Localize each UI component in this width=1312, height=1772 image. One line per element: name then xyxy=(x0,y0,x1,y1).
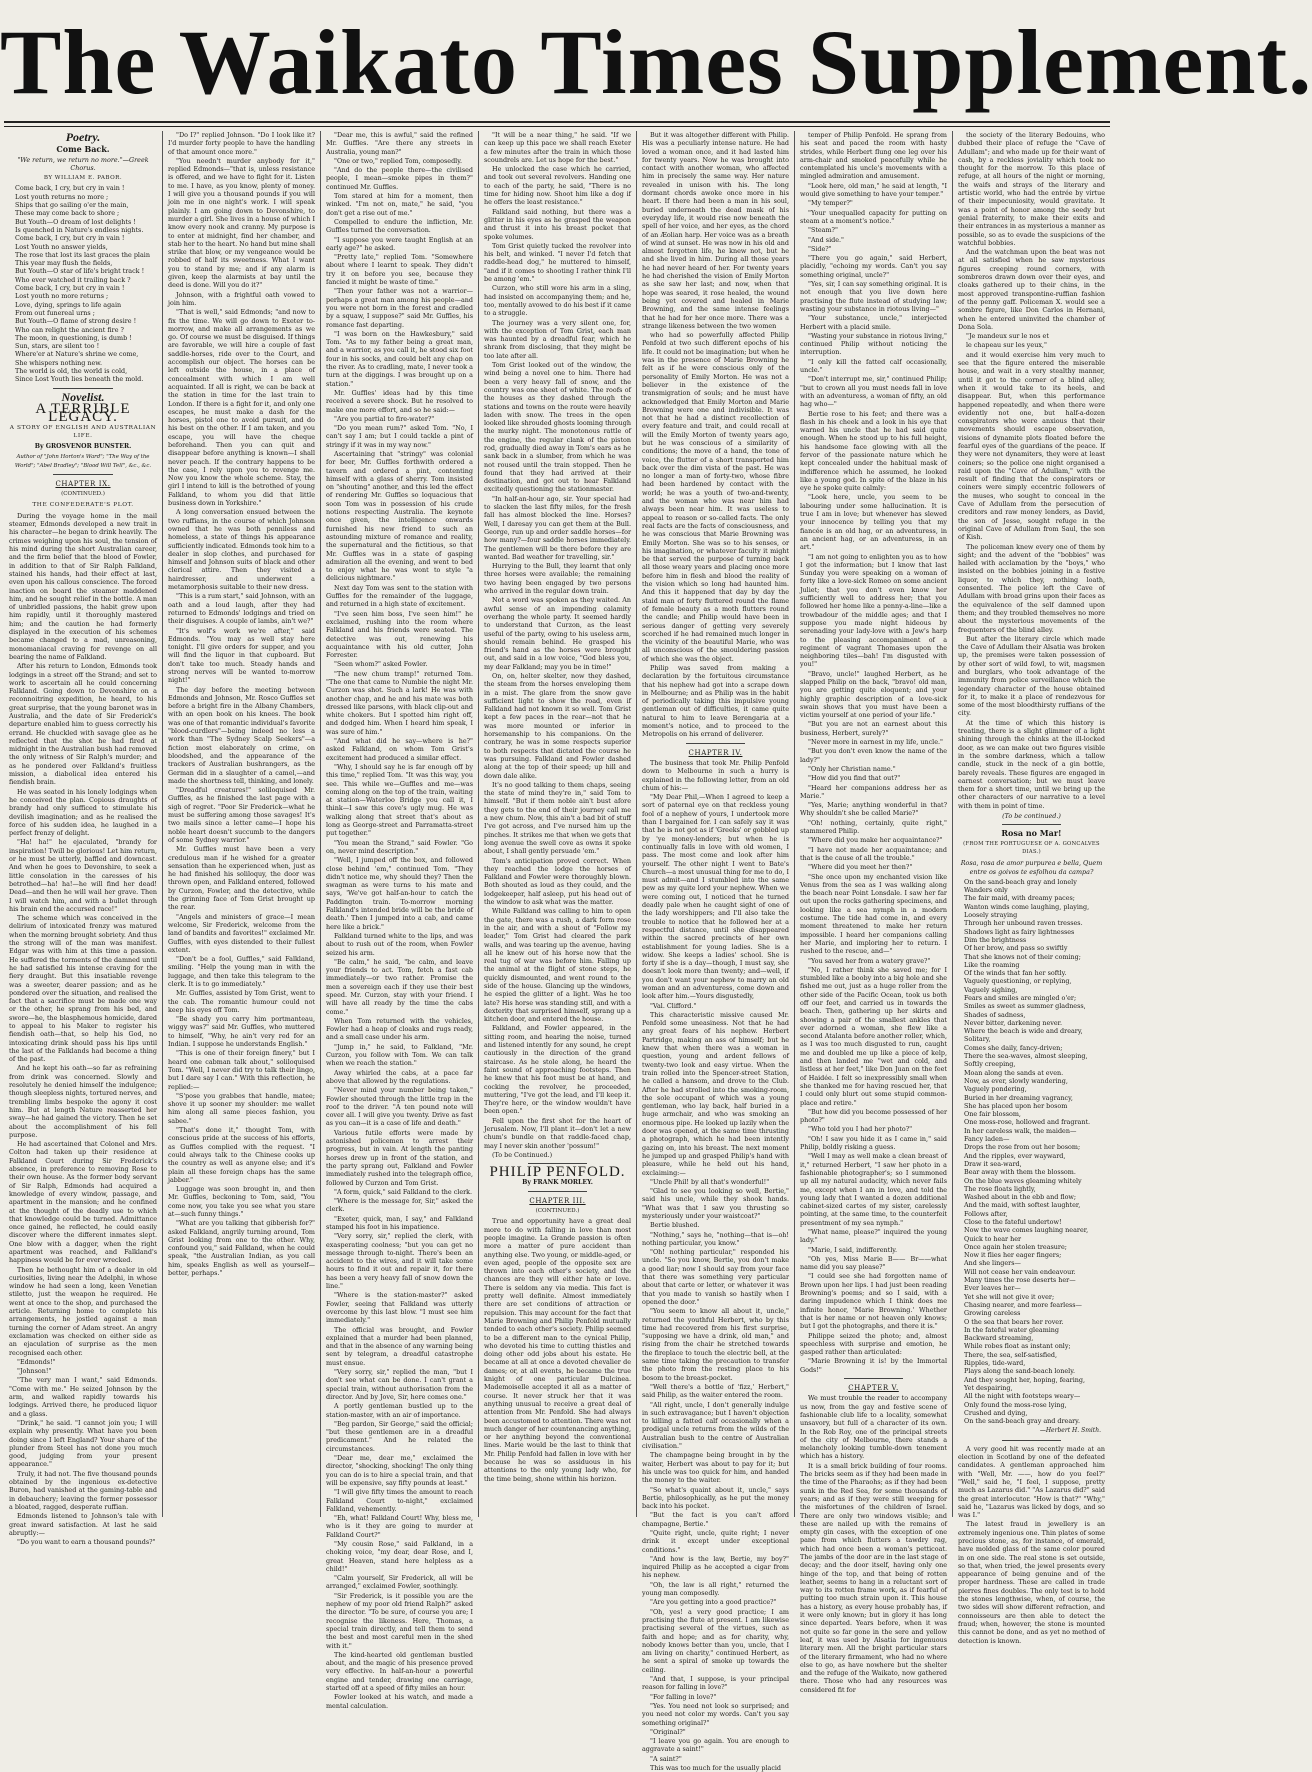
paragraph: "Be shady you carry him portmanteau, wiggy was?" said Mr. Guffles, who muttered to himself, "Why, he ain't very red for an Indian. I suppose he understands English." xyxy=(168,1015,315,1049)
chapter-heading: CHAPTER III. xyxy=(529,1196,586,1205)
paragraph: "So what's quaint about it, uncle," says Bertie, philosophically, as he put the money back into his pocket. xyxy=(642,1485,789,1511)
paragraph: "You mean the Strand," said Fowler. "Go on, never mind description." xyxy=(326,838,473,855)
paragraph: "You saved her from a watery grave?" xyxy=(808,956,931,965)
poem-title: Come Back. xyxy=(56,144,110,155)
column-text xyxy=(958,1445,1105,1645)
paragraph: This was too much for the usually placid xyxy=(650,1764,782,1772)
paragraph: Hurrying to the Bull, they learnt that only three horses were available; the remaining two having been engaged by two persons who arrived in the regular down train. xyxy=(484,562,631,596)
paragraph: "Where did you meet her then?" xyxy=(808,863,913,872)
paragraph: "Wasting your substance in riotous living," continued Philip without noticing the interruption. xyxy=(800,331,947,357)
paragraph: "Quite right, uncle, quite right; I never drink it except under exceptional conditions." xyxy=(642,1528,789,1554)
paragraph: "Only her Christian name." xyxy=(808,764,896,773)
paragraph: But after the literary circle which made the Cave of Adullam their Alsatia was broken up, the premises were taken possession of by other sort of wild fowl, to wit, magsmen and burglars, who took advantage of the immunity from police surveillance which the legendary character of the house obtained for it, to make it a place of rendezvous for some of the most bloodthirsty ruffians of the city. xyxy=(958,634,1105,718)
paragraph: The champagne being brought in by the waiter, Herbert was about to pay for it; but his uncle was too quick for him, and handed the money to the waiter. xyxy=(642,1451,789,1485)
paragraph: On, on, helter skelter, now they dashed, the steam from the horses enveloping them in a mist. The glare from the snow gave sufficient light to show the road, even if Falkland had not known it so well. Tom Grist kept a few paces in the rear—not that he was more mounted or inferior in horsemanship to his companions. On the contrary, he was in some respects superior to both respects that dictated the course he was pursuing. Falkland and Fowler dashed along at the top of their speed; up hill and down dale alike. xyxy=(484,672,631,780)
paragraph: Edmonds listened to Johnson's tale with great inward satisfaction. At last he said abruptly:— xyxy=(9,1512,157,1537)
paragraph: A portly gentleman bustled up to the station-master, with an air of importance. xyxy=(326,1402,473,1419)
paragraph: "Dreadful creatures!" soliloquised Mr. Guffles, as he finished the last page with a sigh of regret. "Poor Sir Frederick—what he must be suffering among those savages! It's two mails since a letter came—I hope his noble heart doesn't succumb to the dangers of some Sydney warrior." xyxy=(168,786,315,844)
paragraph: "Your substance, uncle," interjected Herbert with a placid smile. xyxy=(800,314,947,331)
paragraph: It is a small brick building of four rooms. The bricks seem as if they had been made in the time of the Pharaohs; as if they had been sunk in the Red Sea, for some thousands of years; and as if they were still weeping for the misfortunes of the children of Israel. There are only two windows visible; and these are nailed up with the remains of empty gin cases, with the exception of one pane from which flutters a tawdry rag, which had once been a woman's petticoat. The jambs of the door are in the last stage of decay; and the door itself, having only one hinge of the top, and that being of rotten leather, seems to hang in a reluctant sort of way to its rotten frame work, as if fearful of putting too much strain upon it. This house has a history, as every house probably has, if it were only known; but in glory it has long since departed. Years before, when it was not quite so far gone in the sere and yellow leaf, it was used by Alsatia for ingenuous literary men. All the bright particular stars of the literary firmament, who had no where else to go, as have nowhere but the shelter and the refuge of the Waikato, now gathered there. Those who had any resources was considered fit for xyxy=(800,1461,947,1694)
paragraph: "I leave you go again. You are enough to aggravate a saint!" xyxy=(642,1737,789,1754)
paragraph: "A form, quick," said Falkland to the clerk. xyxy=(334,1187,473,1196)
paragraph: Tom Grist looked out of the window, the wind being a novel one to him. There had been a very heavy fall of snow, and the country was one sheet of white. The roofs of the houses as they dashed through the stations and towns on the route were heavily laden with snow. The trees in the open looked like shrouded ghosts looming through the murky night. The monotonous rattle of the engine, the regular clank of the piston rod, gradually died away in Tom's ears as he sank back in a slumber, from which he was not roused until the train stopped. Then he found that they had arrived at their destination, and got out to hear Falkland excitedly questioning the stationmaster. xyxy=(484,361,631,494)
paragraph: "Oh! nothing, certainly, quite right," stammered Philip. xyxy=(800,818,947,836)
paragraph: After his return to London, Edmonds took lodgings in a street off the Strand; and set to work to ascertain all he could concerning Falkland. Going down to Devonshire on a reconnoitring expedition, he heard, to his great surprise, that the young baronet was in Australia, and the date of Sir Frederick's departure enabled him to guess correctly his errand. He chuckled with savage glee as he reflected that the shot he had fired at midnight in the Australian bush had removed the only witness of Sir Ralph's murder; and as he pondered over Falkland's fruitless mission, a diabolical idea entered his fiendish brain. xyxy=(9,662,157,787)
paragraph: Philippe seized the photo; and, almost speechless with surprise and emotion, he gasped rather than articulated: xyxy=(800,1331,947,1357)
paragraph: and it would exercise him very much to see that the figure entered the miserable house, and wait in a very stealthy manner, until it got to the corner of a blind alley, when it would take to its heels, and disappear. But, when this performance happened repeatedly, and when there were evidently not one, but half-a-dozen conspirators who were anxious that their movements should escape observation, visions of dynamite plots floated before the fearful eyes of the guardians of the peace. If they were not dynamiters, they were at least coiners; so the police one night organised a raid upon the "Cave of Adullam," with the result of finding that the conspirators or coiners were simply eccentric followers of the muses, who sought to conceal in the Cave of Adullam from the persecution of creditors and raw money lenders, as David, the son of Jesse, sought refuge in the original Cave of Adullam from Saul, the son of Kish. xyxy=(958,350,1105,542)
paragraph: He was seated in his lonely lodgings when he conceived the plan. Copious draughts of brandy had only sufficed to stimulate his devilish imagination; and as he realised the force of his sudden idea, he laughed in a perfect frenzy of delight. xyxy=(9,787,157,838)
paragraph: "Oh, yes! a very good practice; I am practising the flute at present. I am likewise practising several of the virtues, such as faith and hope; and as for charity, why, nobody knows better than you, uncle, that I am living on charity," continued Herbert, as he sent a spiral of smoke up towards the ceiling. xyxy=(642,1607,789,1674)
columns xyxy=(4,130,1110,1772)
column-2 xyxy=(162,131,320,1517)
paragraph: "Angels and ministers of grace—I mean welcome, Sir Frederick, welcome from the land of bandits and favorites!" exclaimed Mr. Guffles, with eyes distended to their fullest extent. xyxy=(168,912,315,954)
novelist-heading: Novelist. xyxy=(61,389,105,404)
column-4 xyxy=(478,131,636,1517)
paragraph: This characteristic missive caused Mr. Penfold some uneasiness. Not that he had any great fears of his nephew. Herbert Partridge, making an ass of himself; but he knew that when there was a woman in question, young and ardent fellows of twenty-two look and easy virtue. When the train rolled into the Spencer-street Station, he called a hansom, and drove to the Club. After he had strolled into the smoking-room, the sole occupant of which was a young gentleman, who lay back, half buried in a huge armchair, and who was smoking an enormous pipe. He looked up lazily when the door was opened, at the same time thrusting a photograph, which he had been intently gazing on, into his breast. The next moment he jumped up and grasped Philip's hand with pleasure, while he held out his hand, exclaiming:— xyxy=(642,1010,789,1177)
paragraph: He had ascertained that Colonel and Mrs. Colton had taken up their residence at Falkland Court during Sir Frederick's absence, in preference to removing Rose to their own house. As the former body servant of Sir Ralph, Edmonds had acquired a knowledge of every window, passage, and apartment in the mansion; and he confined at the thought of the deadly use to which that knowledge could be turned. Admittance once gained, he reflected, he could easily discover where the different inmates slept. One blow with a dagger, when the right apartment was reached, and Falkland's happiness would be for ever wrecked. xyxy=(9,1140,157,1265)
column-3 xyxy=(320,131,478,1710)
paragraph: Bertie rose to his feet; and there was a flash in his cheek and a look in his eye that warned his uncle that he had said quite enough. When he stood up to his full height, his handsome face glowing with all the fervor of the passionate nature which he kept concealed under the habitual mask of indifference which he assumed, he looked like a young god. In spite of the blaze in his eye he spoke quite calmly: xyxy=(800,409,947,493)
poetry-heading: Poetry. xyxy=(65,130,101,144)
paragraph: "Ha! ha!" he ejaculated, "brandy for inspiration! Twill be glorious! Let him return, or he must be utterly, baffled and downcast. And when he goes to Devonshire, to seek a little consolation in the caresses of his betrothed—ha! ha!—he will find her dead! Dead—and then he will wail her grave. Then I will watch him, and with a bullet through his brain end the accursed race!" xyxy=(9,838,157,913)
paragraph: "Beg pardon, Sir George," said the official; "but these gentlemen are in a dreadful predicament." And he related the circumstances. xyxy=(326,1419,473,1453)
paragraph: "Dear me, dear me," exclaimed the director, "shocking, shocking! The only thing you can do is to hire a special train, and that will be expensive, say fifty pounds at least." xyxy=(326,1454,473,1487)
paragraph: "I suppose you were taught English at an early age?" he asked. xyxy=(326,235,473,252)
paragraph: "Yes, sir, I can say something original. It is not enough that you live down here practising the flute instead of studying law; wasting your substance in riotous living—" xyxy=(800,280,947,313)
story-subtitle: A STORY OF ENGLISH AND AUSTRALIAN LIFE. xyxy=(9,424,157,439)
paragraph: Truly, it had not. The five thousand pounds obtained by the ingenious ex-detective Buron, had vanished at the gaming-table and in debauchery; leaving the former possessor a bloated, ragged, desperate ruffian. xyxy=(9,1469,157,1511)
paragraph: Philip was saved from making a declaration by the fortuitous circumstance that his nephew had got into a scrape down in Melbourne; and as Philip was in the habit of periodically taking this impulsive young gentleman out of difficulties, it came quite natural to him to leave Berengaria at a moment's notice, and to proceed to the Metropolis on his errand of deliverer. xyxy=(642,664,789,739)
paragraph: But it was altogether different with Philip. His was a peculiarly intense nature. He had loved a woman once, and it had lasted him for twenty years. Now he was brought into contact with another woman, who affected him in precisely the same way. Her nature revealed in unison with his. The long dormant chords awoke once more in his heart. If there had been a man in his soul, buried underneath the dead mask of his everyday life, it would rise now beneath the spell of her voice, and her eyes, as the chord of an Æolian harp. Her voice was as a breath of wind at sunset. He was now in his old and almost forgotten life, he knew not, but he and she lived in him. During all those years he had never heard of her. For twenty years he had cherished the vision of Emily Morton as she saw her last; and now, when that hope was seared, it rose healed, the wound being yet covered and healed in Marie Browning, and the same intense feelings that he had for her once more. There was a strange likeness between the two women xyxy=(642,131,789,330)
paragraph: "I am not going to enlighten you as to how I got the information; but I know that last Sunday you were speaking on a woman of forty like a love-sick Romeo on some ancient Juliet; that you don't even know her sufficiently well to address her; that you followed her home like a penny-a-line—like a trowbadour of the middle ages; and that I suppose you made night hideous by serenading your lady-love with a Jew's harp to the pleasing accompaniment of a regiment of vagrant Thomases upon the neighboring tiles—bah! I'm disgusted with you!" xyxy=(800,552,947,669)
divider xyxy=(53,388,112,389)
paragraph: "My cousin Rose," said Falkland, in a choking voice, "my dear, dear Rose, and I, great Heaven, stand here helpless as a child!" xyxy=(326,1539,473,1573)
paragraph: "This is one of their foreign finery," but I heard one cabman talk about," soliloquised Tom. "Well, I never did try to talk their lingo, but I dare say I can." With this reflection, he replied:— xyxy=(168,1049,315,1091)
paragraph: The policeman knew every one of them by sight; and the advent of the "bobbies" was hailed with acclamation by the "boys," who insisted on the bobbies joining in a festive liquor, to which they, nothing loath, consented. The police left the Cave of Adullam with broad grins upon their faces as the equivalence of the self damned upon them; and they troubled themselves no more about the mysterious movements of the frequenters of the blind alley. xyxy=(958,542,1105,634)
paragraph: A long conversation ensued between the two ruffians, in the course of which Johnson owned that he was both penniless and homeless, a state of things his appearance sufficiently indicated. Edmonds took him to a dealer in slop clothes, and purchased for himself and Johnson suits of black and other clerical attire. Then they visited a hairdresser, and underwent a metamorphosis suitable to their new dress. xyxy=(168,508,315,592)
paragraph: "Johnson!" xyxy=(17,1367,52,1376)
paragraph: "The very man I want," said Edmonds. "Come with me." He seized Johnson by the arm, and walked rapidly towards his lodgings. Arrived there, he produced liquor and a glass. xyxy=(9,1376,157,1418)
paragraph: A very good hit was recently made at an election in Scotland by one of the defeated candidates. A gentleman approached him with "Well, Mr. ——, how do you feel?" "Well," said he, "I feel, I suppose, pretty much as Lazarus did." "As Lazarus did?" said the great interlocutor. "How is that?" "Why," said he, "Lazarus was licked by dogs, and so was I." xyxy=(958,1444,1105,1520)
paragraph: "Yes. You need not look so surprised; and you need not color my words. Can't you say something original?" xyxy=(642,1701,789,1727)
paragraph: "Bravo, uncle!" laughed Herbert, as he slapped Philip on the back, "bravo! old man, you are getting quite eloquent; and your highly graphic description of a love-sick swain shows that you must have been a victim yourself at one period of your life." xyxy=(800,669,947,720)
column-1 xyxy=(4,130,162,1547)
paragraph: "Heard her companions address her as Marie." xyxy=(800,783,947,800)
poem-epigraph: "We return, we return no more."—Greek Chorus. xyxy=(17,155,149,172)
paragraph: The day before the meeting between Edmonds and Johnson, Mr. Rosco Guffles set before a bright fire in the Albany Chambers, with an open book on his knees. The book was one of that romantic individual's favorite "blood-curdlers"—being indeed no less a work than "The Sydney Scalp Seekers"—a fiction most elaborately on crime, on bloodshed, and the appearance of the trackers of Australian bushrangers, as the German did in a slaughter of a camel,—and made the shortness tell, thinking, and lonely. xyxy=(168,685,315,785)
author-works: Author of "John Horton's Ward"; "The Way of the World"; "Abel Bradley"; "Blood Will Tell", &c., &c. xyxy=(14,454,152,469)
paragraph: "But you are not an earnest about this business, Herbert, surely?" xyxy=(800,720,947,737)
chapter-subhead: THE CONFEDERATE'S PLOT. xyxy=(32,501,134,508)
chapter-heading: CHAPTER IV. xyxy=(688,748,743,757)
paragraph: "And that, I suppose, is your principal reason for falling in love?" xyxy=(642,1675,789,1692)
paragraph: "Glad to see you looking so well, Bertie," said his uncle, while they shook hands. "What was that I saw you thrusting so mysteriously under your waistcoat?" xyxy=(642,1187,789,1220)
paragraph: "Never mind your number being taken," Fowler shouted through the little trap in the roof to the driver. "A ten pound note will cover all. I will give you twenty. Drive as fast as you can—it is a case of life and death." xyxy=(326,1086,473,1128)
paragraph: The kind-hearted old gentleman bustled about, and the magic of his presence proved very effective. In half-an-hour a powerful engine and tender, drawing one carriage, started off at a speed of fifty miles an hour. xyxy=(326,1650,473,1693)
paragraph: "Oh! I saw you hide it as I came in," said Philip, boldly risking a guess. xyxy=(800,1134,947,1152)
paragraph: Tom Grist quietly tucked the revolver into his belt, and winked. "I never I'd fetch that raddle-head dog," he muttered to himself, "and if it comes to shooting I rather think I'll be among 'em." xyxy=(484,241,631,284)
paragraph: "Eh, what! Falkland Court! Why, bless me, who is it they are going to murder at Falkland Court?" xyxy=(326,1514,473,1539)
column-text xyxy=(800,1394,947,1694)
paragraph: "How did you find that out?" xyxy=(808,774,901,783)
paragraph: "Who told you I had her photo?" xyxy=(808,1125,913,1134)
paragraph: the society of the literary Bedouins, who dubbed their place of refuge the "Cave of Adullam"; and who made up for their want of cash, by a reckless joviality which took no thought for the morrow. To this place of refuge, at all hours of the night or morning, the waifs and strays of the literary and artistic world, who had the entrée by virtue of their impecuniosity, would gravitate. It was a point of honor among the seedy but genial fraternity, to make their exits and their entrances in as mysterious a manner as possible, so as to evade the suspicions of the watchful bobbies. xyxy=(958,131,1105,247)
paragraph: Compelled to endure the infliction, Mr. Guffles turned the conversation. xyxy=(326,217,473,235)
poem-byline: BY WILLIAM E. PABOR. xyxy=(43,175,123,182)
paragraph: Tom stared at him for a moment, then winked. "I'm not on, mate," he said, "you don't get a rise out of me." xyxy=(326,192,473,217)
paragraph: The latest fraud in jewellery is an extremely ingenious one. Thin plates of some precious stone, as, for instance, of emerald, have molded glass of the same color poured in on one side. The real stone is set outside, so that, when tried, the jewel presents every appearance of being genuine and of the proper hardness. These are called in trade pierres fines doubles. The only test is to hold the stones lengthwise, when, of course, the two sides will show different refraction, and connoisseurs are then able to detect the fraud; when, however, the stone is mounted this cannot be done, and as yet no method of detection is known. xyxy=(958,1520,1105,1645)
paragraph: "No, I rather think she saved me; for I stumbled like a booby into a big hole and she fished me out, just as a huge roller from the other side of the Pacific Ocean, took us both off our feet, and carried us in towards the beach. Then, gathering up her skirts and showing a pair of the smallest ankles that ever adorned a woman, she flew like a second Atalanta before another roller, which, as I was too much disgusted to run, caught me and doubled me up like a piece of kelp, and then landed me "wet and cold, and listless at her feet," like Don Juan on the feet of Haidée. I felt so inexpressibly small when she thanked me for having rescued her, that I could only blurt out some stupid common-place and retire." xyxy=(800,965,947,1107)
column-text xyxy=(642,131,789,739)
paragraph: "Marie, I said, indifferently. xyxy=(808,1245,898,1254)
paragraph: He unlocked the case which he carried, and took out several revolvers. Handing one to each of the party, he said, "There is no time for hiding now. Shoot him like a dog if he offers the least resistance." xyxy=(484,165,631,207)
poem2-title: Rosa no Mar! xyxy=(1001,828,1062,839)
column-text xyxy=(958,131,1105,810)
paragraph: Bertie blushed. xyxy=(650,1221,700,1230)
paragraph: "The new chum tramp!" returned Tom. "The one that came to Numbie the night Mr. Curzon was shot. Such a lark! He was with another chap, and he and his mate was both dressed like parsons, with black clip-out and white chokers. But I spotted him right off, and dodged him. When I heard him speak, I was sure of him." xyxy=(326,669,473,736)
poem2-source: (FROM THE PORTUGUESE OF A. GONCALVES DIAS.) xyxy=(963,840,1100,855)
column-text xyxy=(642,759,789,1772)
paragraph: The business that took Mr. Philip Penfold down to Melbourne in such a hurry is explained in the following letter, from an old chum of his:— xyxy=(642,758,789,792)
paragraph: "You seem to know all about it, uncle," returned the youthful Herbert, who by this time had recovered from his first surprise, "supposing we have a drink, old man," and rising from the chair he stretched towards the fireplace to touch the electric bell, at the same time taking the precaution to transfer the photo from the resting place to his bosom to the breast-pocket. xyxy=(642,1307,789,1382)
paragraph: "Oh! nothing particular," responded his uncle. "So you know, Bertie, you don't make a good liar; now I should say from your face that there was something very particular about that carte or letter, or whatever it was that you made to vanish so hastily when I opened the door." xyxy=(642,1248,789,1306)
paragraph: "Oh, the law is all right," returned the young man composedly. xyxy=(642,1580,789,1598)
column-text xyxy=(168,131,315,1277)
paragraph: Johnson, with a frightful oath vowed to join him. xyxy=(168,290,315,307)
story2-author: By FRANK MORLEY. xyxy=(522,1178,593,1186)
paragraph: "And do the people there—the civilised people, I mean—smoke pipes in them?" continued Mr. Guffles. xyxy=(326,166,473,191)
divider xyxy=(1002,824,1061,825)
paragraph: "My temper?" xyxy=(808,199,853,208)
paragraph: "Where did you make her acquaintance?" xyxy=(808,836,943,845)
poem2-text: On the sand-beach gray and lonely Wanders only The fair maid, with dreamy paces; Wanton winds come laughing, playing, Loosely straying Through her unbound raven tresses. Shadows light as fairy lightnesses Dim the brightness Of her brow, and pass so swiftly That she knows not of their coming; Like the roaming Of the winds that fan her softly. Vaguely questioning, or replying, Vaguely sighing, Fears and smiles are mingled o'er; Smiles as sweet as summer gladness, Shades of sadness, Never bitter, darkening never. Where the beach is wide and dreary, Solitary, Comes she daily, fancy-driven; There the sea-waves, almost sleeping, Softly creeping, Moan along the sands at even. Now, as ever, slowly wandering, Vaguely pondering, Buried in her dreaming vagrancy, She has placed upon her bosom One fair blossom, One moss-rose, hollowed and fragrant. In her careless walk, the maiden— Fancy laden— Drops the rose from out her bosom; And the ripples, ever wayward, Draw it sea-ward, Bear away with them the blossom. On the blue waves gleaming whitely The rose floats lightly, Washed about in the ebb and flow; And the maid, with softest laughter, Follows after, Close to the fateful undertow! Now the wave comes laughing nearer, Quick to hear her Once again her stolen treasure; Now it flies her eager fingers; And she lingers— Will not cease her vain endeavour. Many times the rose deserts her— Ever leaves her— Yet she will not give it over; Chasing nearer, and more fearless— Growing careless O the sea that bears her rover. In the fateful water gleaming Backward streaming, While robes float as instant only; There, the sea, self-satisfied, Ripples, tide-ward, Plays along the sand-beach lonely. And they sought her, hoping, fearing, Yet despairing, All the night with footsteps weary— Only found the moss-rose lying, Crushed and dying, On the sand-beach gray and dreary. xyxy=(964,877,1091,1426)
paragraph: "Well I may as well make a clean breast of it," returned Herbert, "I saw her photo in a fashionable photographer's; so I summoned up all my natural audacity, which never fails me, except when I am in love, and told the young lady that I wanted a dozen additional cabinet-sized cartes of my sister, carelessly pointing, at the same time, to the counterfeit presentment of my sea nymph." xyxy=(800,1152,947,1227)
poem2-epigraph: Rosa, rosa de amor purpurea e bella, Quem entre os goivos te esfolhou da campa? xyxy=(960,859,1103,876)
paragraph: "You needn't murder anybody for it," replied Edmonds—"that is, unless resistance is offered, and we have to fight for it. Listen to me. I have, as you know, plenty of money. I will give you a thousand pounds if you will join me in one night's work. I will speak plainly. I am going down to Devonshire, to murder a girl. She lives in a house of which I know every nook and cranny. My purpose is to enter at midnight, find her chamber, and stab her to the heart. No hand but mine shall strike that blow, or my vengeance would be robbed of half its sweetness. What I want you to stand by me; and if any alarm is given, keep the alarmists at bay until the deed is done. Will you do it?" xyxy=(168,156,315,290)
paragraph: "There you go again," said Herbert, placidly, "echoing my words. Can't you say something original, uncle?" xyxy=(800,254,947,279)
paragraph: "And how is the law, Bertie, my boy?" inquired Philip as he accepted a cigar from his nephew. xyxy=(642,1554,789,1580)
column-text xyxy=(484,1217,631,1483)
paragraph: Fell upon the first shot for the heart of Jerusalem. Now, I'll plant it—don't let a new chum's bundle on that raddle-faced chap, may I never skin another 'possum!" xyxy=(484,1116,631,1150)
paragraph: "Why, I should say he is far enough off by this time," replied Tom. "It was this way, you see. This while we—Guffles and me—was coming along on the top of the train, waiting at station—Waterloo Bridge you call it, I think—I saw this cove's ugly mug. He was walking along that street that's about as long as George-street and Parramatta-street put together." xyxy=(326,762,473,838)
divider xyxy=(528,1191,587,1192)
paragraph: Not a word was spoken as they waited. An awful sense of an impending calamity overhang the whole party. It seemed hardly to understand that Curzon, as the least useful of the party, owing to his useless arm, should remain behind. He grasped his friend's hand as the horses were brought out, and said in a low voice, "God bless you, my dear Falkland; may you be in time!" xyxy=(484,596,631,671)
paragraph: "And side." xyxy=(808,235,844,244)
paragraph: "I only kill the fatted calf occasionally, uncle." xyxy=(800,357,947,375)
paragraph: "S'pose you grabbes that handle, matee; shove it up sooner my shoulder: me wallet him along all same pieces fashion, you sabee." xyxy=(168,1091,315,1125)
paragraph: "She once upon my enchanted vision like Venus from the sea as I was walking along the beach near Point Lonsdale. I saw her far out upon the rocks gathering specimens, and looking like a sea nymph in a modern costume. The tide had come in, and every moment threatened to make her return impossible. I heard her companions calling her Marie, and imploring her to return. I rushed to the rescue, and—" xyxy=(800,872,947,956)
paragraph: "Where is the station-master?" asked Fowler, seeing that Falkland was utterly overcome by this last blow. "I must see him immediately." xyxy=(326,1291,473,1325)
paragraph: "Exeter, quick, man, I say," and Falkland stamped his foot in his impatience. xyxy=(326,1214,473,1231)
paragraph: "Very sorry, sir," replied the man, "but I don't see what can be done. I can't grant a special train, without authorisation from the director. And by Jove, Sir, here comes one." xyxy=(326,1368,473,1401)
paragraph: "Where is the message for, Sir," asked the clerk. xyxy=(326,1197,473,1214)
chapter-heading: CHAPTER V. xyxy=(848,1384,899,1393)
story-author: By GROSVENOR BUNSTER. xyxy=(34,443,132,451)
paragraph: "That is well," said Edmonds; "and now to fix the time. We will go down to Exeter to-morrow, and make all arrangements as we go. Of course we must be disguised. If things are favorable, we will hire a couple of fast saddle-horses, ride over to the Court, and accomplish our object. The horses can be left outside the house, in a place of concealment with which I am well acquainted. If all is right, we can be back at the station in time for the last train to London. If there is a fight for it, and only one escapes, he must make a dash for the horses, pistol one to avoid pursuit, and do his best on the other. If I am taken, and you escape, you will have the cheque beforehand. Then you can quit and disappear before anything is known—I shall never peach. If the contrary happens to be the case, I rely upon you to revenge me. Now you know the whole scheme. Stay, the girl I intend to kill is the betrothed of young Falkland, to whom you did that little business down in Yorkshire." xyxy=(168,308,315,508)
paragraph: We must trouble the reader to accompany us now, from the gay and festive scene of fashionable club life to a locality, somewhat unsavory, but full of a character of its own. In the Rob Roy, one of the principal streets of the city of Melbourne, there stands a melancholy looking tumble-down tenement which has a history. xyxy=(800,1394,947,1461)
column-text xyxy=(484,131,631,1159)
paragraph: "Seen whom?" asked Fowler. xyxy=(334,660,428,669)
paragraph: (To be Continued.) xyxy=(492,1150,553,1159)
paragraph: Mr. Guffles, assisted by Tom Grist, went to the cab. The romantic humour could not keep his eyes off Tom. xyxy=(168,989,315,1014)
paragraph: Next day Tom was sent to the station with Guffles for the remainder of the luggage, and returned in a high state of excitement. xyxy=(326,583,473,609)
divider xyxy=(686,743,745,744)
divider xyxy=(53,474,112,475)
column-6 xyxy=(794,131,952,1694)
paragraph: Mr. Guffles' ideas had by this time received a severe shock. But he resolved to make one more effort, and so he said:— xyxy=(326,388,473,414)
paragraph: "But how did you become possessed of her photo?" xyxy=(800,1107,947,1125)
paragraph: "It's wolf's work we're after," said Edmonds. "You may as well stay here tonight. I'll give orders for supper, and you will find the liquor in that cupboard. But don't take too much. Steady hands and strong nerves will be wanted to-morrow night!" xyxy=(168,626,315,685)
paragraph: "Never more in earnest in my life, uncle." xyxy=(808,738,943,747)
paragraph: Then he bethought him of a dealer in old curiosities, living near the Adelphi, in whose window he had seen a long, keen Venetian stiletto, just the weapon he required. He went at once to the shop, and purchased the article. Returning home to complete his arrangements, he jostled against a man turning the corner of Adam street. An angry exclamation was checked on either side as an ejaculation of surprise as the men recognised each other. xyxy=(9,1265,157,1357)
paragraph: who had so powerfully affected Philip Penfold at two such different epochs of his life. It could not be imagination; but when he was in the presence of Marie Browning he felt as if he were conscious only of the personality of Emily Morton. He was not a believer in the existence of the transmigration of souls; and he must have acknowledged that Emily Morton and Marie Browning were one and indivisible. It was not that he had a distinct recollection of every feature and trait, and could recall at will the Emily Morton of twenty years ago, but he was conscious of a similarity of conditions; the move of a hand, the tone of voice, the flutter of a short transported him back over the dim vista of the past. He was no longer a man of forty-two, whose fibre had been hardened by contact with the world; he was a youth of two-and-twenty, and the woman who was near him had always been near him. It was useless to appeal to reason or so-called facts. The only real facts are the facts of consciousness, and he was conscious that Marie Browning was Emily Morton. She was so to his senses, or his imagination, or whatever faculty it might be that served the purpose of turning back all those weary years and placing once more before him in flesh and blood the reality of the vision which so long had haunted him. And this it happened that day by day the staid man of forty fluttered round the flame of female beauty as a moth flutters round the candle; and Philip would have been in serious danger of getting very severely scorched if he had remained much longer in the vicinity of the beautiful Marie, who was all unconscious of the smouldering passion of which she was the object. xyxy=(642,331,789,663)
paragraph: "Jump in," he said, to Falkland, "Mr. Curzon, you follow with Tom. We can talk when we reach the station." xyxy=(326,1042,473,1068)
continued-note: (CONTINUED.) xyxy=(535,1208,580,1215)
paragraph: Away whirled the cabs, at a pace far above that allowed by the regulations. xyxy=(326,1068,473,1085)
paragraph: "Drink," he said. "I cannot join you; I will explain why presently. What have you been doing since I left England? Your share of the plunder from Steel has not done you much good, judging from your present appearance." xyxy=(9,1418,157,1469)
column-text xyxy=(9,512,157,1547)
paragraph: "Look here, uncle, you seem to be labouring under some hallucination. It is true I am in love; but whenever has slewed your innocence by telling you that my fiancée is an old hag, or an adventuress, in an ancient hag, or an adventuress, in an art." xyxy=(800,493,947,552)
column-7 xyxy=(952,131,1110,1645)
paragraph: "All right, uncle, I don't generally indulge in such extravagance; but I haven't objection to killing a fatted calf occasionally when a prodigal uncle returns from the wilds of the Australian bush to the centre of Australian civilisation." xyxy=(642,1400,789,1451)
paragraph: "Don't interrupt me, sir," continued Philip; "but to crown all you must needs fall in love with an adventuress, a woman of fifty, an old hag who—" xyxy=(800,375,947,409)
paragraph: "What are you talking that gibberish for?" asked Falkland, angrily turning around, Tom Grist looking from one to the other. Why, confound you," said Falkland, when he could speak, "the Australian Indian, as you call him, speaks English as well as yourself—better, perhaps." xyxy=(168,1219,315,1278)
paragraph: "Uncle Phil! by all that's wonderful!" xyxy=(650,1177,770,1186)
paragraph: "Val. Clifford." xyxy=(650,1001,697,1010)
paragraph: "It will be a near thing," he said. "If we can keep up this pace we shall reach Exeter a few minutes after the train in which those scoundrels are. Let us hope for the best." xyxy=(484,131,631,164)
paragraph: "Je mandeux sur le nos et xyxy=(966,332,1049,341)
paragraph: "Well there's a bottle of 'fizz,' Herbert," said Philip, as the waiter entered the room. xyxy=(642,1382,789,1400)
paragraph: "Look here, old man," he said at length, "I would give something to have your temper." xyxy=(800,181,947,199)
paragraph: The official was brought, and Fowler explained that a murder had been planned, and that in the absence of any warning being sent by telegram, a dreadful catastrophe must ensue. xyxy=(326,1325,473,1367)
paragraph: "Original?" xyxy=(650,1727,686,1736)
paragraph: "Nothing," says he, "nothing—that is—oh! nothing particular, you know." xyxy=(642,1230,789,1247)
paragraph: When Tom returned with the vehicles, Fowler had a heap of cloaks and rugs ready, and a small case under his arm. xyxy=(326,1016,473,1042)
divider xyxy=(844,1378,903,1379)
paragraph: "What name, please?" inquired the young lady." xyxy=(800,1228,947,1245)
paragraph: "And what did he say—where is he?" asked Falkland, on whom Tom Grist's excitement had produced a similar effect. xyxy=(326,737,473,762)
poem-text: Come back, I cry, but cry in vain ! Lost youth returns no more ; Ships that go sailing o'er the main, These may come back to shore ; But Youth—O dream of lost delights ! Is quenched in Nature's endless nights. Come back, I cry, but cry in vain ! Lost Youth no answer yields, The rose that lost its last graces the plain This year may flush the fields, But Youth—O star of life's bright track ! Who ever watched it trailing back ? Come back, I cry, but cry in vain ! Lost youth no more returns ; Love, dying, springs to life again From out funereal urns ; But Youth—O flame of strong desire ! Who can relight the ancient fire ? The moon, in questioning, is dumb ! Sun, stars, are silent too ! Where'er at Nature's shrine we come, She whispers nothing new. The world is old, the world is cold, Since Lost Youth lies beneath the mold. xyxy=(15,184,150,384)
paragraph: Mr. Guffles must have been a very credulous man if he wished for a greater sensation than he experienced when, just as he had finished his soliloquy, the door was thrown open, and Falkland entered, followed by Curzon, Fowler, and the detective, while the grinning face of Tom Grist brought up the rear. xyxy=(168,845,315,912)
column-5 xyxy=(636,131,794,1772)
paragraph: "Yes, Marie; anything wonderful in that? Why shouldn't she be called Marie?" xyxy=(800,801,947,818)
paragraph: Fowler looked at his watch, and made a mental calculation. xyxy=(326,1693,473,1710)
paragraph: "I've seen him boss, I've seen him!" he exclaimed, rushing into the room where Falkland and his friends were seated. The detective was out, renewing his acquaintance with his old cutter, John Forrester. xyxy=(326,609,473,660)
paragraph: "I have not made her acquaintance; and that is the cause of all the trouble." xyxy=(800,845,947,862)
paragraph: "Dear me, this is awful," said the refined Mr. Guffles. "Are there any streets in Australia, young man?" xyxy=(326,131,473,156)
paragraph: "Pretty late," replied Tom. "Somewhere about where I learnt to speak. They didn't try it on before you see, because they fancied it might be waste of time." xyxy=(326,253,473,287)
divider xyxy=(1002,1440,1061,1441)
paragraph: Ascertaining that "stringy" was colonial for beer, Mr. Guffles forthwith ordered a tavern and ordered a pint, contenting himself with a glass of sherry. Tom insisted on "shouting" another, and this led the effect of rendering Mr. Guffles so loquacious that soon Tom was in possession of his crude notions respecting Australia. The keynote once given, the intelligence onwards furnished his new friend to such an astounding mixture of romance and reality, the supernatural and the fictitious, so that Mr. Guffles was in a state of gasping admiration all the evening, and went to bed to enjoy what he was wont to style "a delicious nightmare." xyxy=(326,449,473,583)
story2-title: PHILIP PENFOLD. xyxy=(489,1164,626,1181)
paragraph: Falkland said nothing, but there was a glitter in his eyes as he grasped the weapon and thrust it into his breast pocket that spoke volumes. xyxy=(484,207,631,241)
paragraph: Falkland turned white to the lips, and was about to rush out of the room, when Fowler seized his arm. xyxy=(326,931,473,957)
paragraph: The journey was a very silent one, for, with the exception of Tom Grist, each man was haunted by a dreadful fear, which he shrank from disclosing, that they might be too late after all. xyxy=(484,318,631,360)
paragraph: "But you don't even know the name of the lady?" xyxy=(800,747,947,764)
masthead: The Waikato Times Supplement. xyxy=(0,11,1312,113)
masthead-rule-bottom xyxy=(4,126,1110,127)
paragraph: While Falkland was calling to him to open the gate, there was a rush, a dark form rose in the air, and with a shout of "Follow my leader," Tom Grist had cleared the park walls, and was tearing up the avenue, having all he knew out of his horse now that the real tug of war was before him. Falling up the animal at the flight of stone steps, he quickly dismounted, and went round to the side of the house. Glancing up the windows, he espied the glitter of a light. Was he too late? His horse was standing still, and with a dexterity that surprised himself, sprang up a kitchen door, and entered the house. xyxy=(484,907,631,1024)
paragraph: It's no good talking to them chaps, seeing the state of mind they're in," said Tom to himself. "But if them noble ain't bust afore they gets to the end of their journey call me a new chum. Now, this ain't a bad bit of stuff I've got across, and I've nursed him up the pinches. It strikes me that when we gets that long avenue the swell cove as owns it spoke about, I shall gently persuade 'em." xyxy=(484,780,631,856)
paragraph: "One or two," replied Tom, composedly. xyxy=(334,156,462,165)
column-text xyxy=(326,131,473,1710)
paragraph: "Be calm," he said, "be calm, and leave your friends to act. Tom, fetch a fast cab immediately—or two rather. Promise the men a sovereign each if they use their best speed. Mr. Curzon, stay with your friend. I will have all ready by the time the cabs come." xyxy=(326,957,473,1016)
paragraph: And the watchman upon the beat was not at all satisfied when he saw mysterious figures creeping round corners, with sombreros drawn down over their eyes, and cloaks gathered up to their chins, in the most approved transpontine-ruffian fashion of the penny gaff. Policeman X. would see a sombre figure, like Don Carlos in Hernani, when he entered uninvited the chamber of Dona Sola. xyxy=(958,248,1105,331)
story-title: A TERRIBLE LEGACY. xyxy=(35,400,131,426)
paragraph: "But the fact is you can't afford champagne, Bertie." xyxy=(642,1511,789,1528)
paragraph: "Edmonds!" xyxy=(17,1357,56,1366)
paragraph: True and opportunity have a great deal more to do with falling in love than most people imagine. La Grande passion is often more a matter of pure accident than anything else. Two young, or middle-aged, or even aged, people of the opposite sex are thrown into each other's society, and the chances are they will either hate or love. There is seldom any via media. This fact is pretty well definite. Almost immediately there are set conditions of attraction or repulsion. This may account for the fact that Marie Browning and Philip Penfold mutually tended to each other's society. Philip seemed to be a different man to the cynical Philip, who devoted his time to cutting thistles and doing other odd jobs about his estate. He became at all at once a devoted chevalier de dames; or, at all events, he became the true knight of one particular Dulcinea. Mademoiselle accepted it all as a matter of course. It never struck her that it was anything unusual to receive a great deal of attention from Mr. Penfold. She had always been accustomed to attention. There was not much danger of her countenancing anything, or her anything beyond the conventional lines. Marie would be the last to think that Mr. Philip Penfold had fallen in love with her because he was so assiduous in his attentions to the only young lady who, for the time being, shone within his horizon. xyxy=(484,1217,631,1483)
paragraph: "Oh yes, Miss Marie B—— Br——what name did you say please?" xyxy=(800,1254,947,1272)
paragraph: At the time of which this history is treating, there is a slight glimmer of a light shining through the chinks at the ill-locked door, as we can make out two figures visible in the sombre darkness, which a tallow candle, stuck in the neck of a gin bottle, barely reveals. These figures are engaged in earnest conversation; but we must leave them for a short time, until we bring up the other characters of our narrative to a level with them in point of time. xyxy=(958,718,1105,810)
paragraph: "Side?" xyxy=(808,244,832,253)
paragraph: "Are you partial to fire-water?" xyxy=(334,414,435,423)
continued-note: (CONTINUED.) xyxy=(61,491,105,498)
paragraph: "Calm yourself, Sir Frederick, all will be arranged," exclaimed Fowler, soothingly. xyxy=(326,1574,473,1591)
chapter-heading: CHAPTER IX. xyxy=(55,479,111,488)
paragraph: "Very sorry, sir," replied the clerk, with exasperating coolness; "but you can get no message through to-night. There's been an accident to the wires, and it will take some hours to find it out and repair it, for there has been a very heavy fall of snow down the line." xyxy=(326,1232,473,1291)
paragraph: "Steam?" xyxy=(808,226,838,235)
paragraph: Tom's anticipation proved correct. When they reached the lodge the horses of Falkland and Fowler were thoroughly blown. Both shouted as loud as they could, and the lodgekeeper, half asleep, put his head out of the window to ask what was the matter. xyxy=(484,856,631,907)
paragraph: Falkland, and Fowler appeared, in the sitting room, and hearing the noise, turned and listened intently for any sound, he crept cautiously in the direction of the grand staircase. As he stole along, he heard the faint sound of approaching footsteps. Then he knew that his foot must be at hand, and cocking the revolver, he proceeded, muttering, "I've got the lead, and I'll keep it. They're here, or the window wouldn't have been open." xyxy=(484,1024,631,1116)
paragraph: "Do I?" replied Johnson. "Do I look like it? I'd murder forty people to have the handling of that amount once more." xyxy=(168,131,315,156)
paragraph: During the voyage home in the mail steamer, Edmonds developed a new trait in his character—he began to drink heavily. The crimes weighing upon his soul, the tension of his mind during the short Australian career, and the firm belief that the blood of Fowler, in addition to that of Sir Ralph Falkland, stained his hands, had their effect at last, even upon his callous conscience. The forced inaction on board the steamer maddened him, and he sought relief in the bottle. A man of unbridled passions, the habit grew upon him rapidly, until it thoroughly mastered him; and the caution he had formerly displayed in the execution of his schemes became changed to a mad, unreasoning, monomaniacal craving for revenge on all bearing the name of Falkland. xyxy=(9,511,157,661)
paragraph: And he kept his oath—so far as refraining from drink was concerned. Slowly and resolutely he denied himself the indulgence; though sleepless nights, tortured nerves, and trembling limbs bespoke the agony it cost him. But at length Nature reasserted her sway—he had gained the victory. Then he set about the accomplishment of his fell purpose. xyxy=(9,1064,157,1139)
continued-note: (To be continued.) xyxy=(1002,812,1061,821)
paragraph: "I will give fifty times the amount to reach Falkland Court to-night," exclaimed Falkland, vehemently. xyxy=(326,1488,473,1513)
paragraph: "Do you mean rum?" asked Tom. "No, I can't say I am; but I could tackle a pint of stringy if it was in my way now." xyxy=(326,424,473,449)
paragraph: temper of Philip Penfold. He sprang from his seat and paced the room with hasty strides, while Herbert flung one leg over his arm-chair and smoked peacefully while he contemplated his uncle's movements with a mingled admiration and amusement. xyxy=(800,131,947,181)
paragraph: "Are you getting into a good practice?" xyxy=(650,1598,777,1607)
paragraph: Curzon, who still wore his arm in a sling, had insisted on accompanying them; and he, too, mentally avowed to do his best if it came to a struggle. xyxy=(484,284,631,318)
paragraph: Various futile efforts were made by astonished policemen to arrest their progress, but in vain. At length the panting horses drew up in front of the station, and the party sprang out, Falkland and Fowler immediately rushed into the telegraph office, followed by Curzon and Tom Grist. xyxy=(326,1128,473,1187)
paragraph: "Your unequalled capacity for putting on steam at a moment's notice." xyxy=(800,208,947,225)
paragraph: "I could see she had forgotten name of Brown upon her lips. I had just been reading Browning's poems; and so I said, with a daring impudence which I think does me infinite honor, 'Marie Browning.' Whether that is her name or not heaven only knows; but I got the photographs, and there it is." xyxy=(800,1272,947,1331)
paragraph: "This is a rum start," said Johnson, with an oath and a loud laugh, after they had returned to Edmonds' lodgings and tried on their disguises. A couple of lambs, ain't we?" xyxy=(168,592,315,626)
paragraph: "For falling in love?" xyxy=(650,1692,717,1701)
paragraph: "A saint?" xyxy=(650,1754,682,1763)
paragraph: "In half-an-hour ago, sir. Your special had to slacken the last fifty miles, for the fresh fall has almost blocked the line. Horses? Well, I daresay you can get them at the Bull. George, run up and order saddle horses—for how many?—four saddle horses immediately. The gentlemen will be there before they are wanted. Bad weather for travelling, sir." xyxy=(484,494,631,561)
paragraph: "Well, I jumped off the box, and followed close behind 'em," continued Tom. "They didn't notice me, why should they? Then the swagman as were turns to his mate and says, 'We've got half-an-hour to catch the Paddington train. To-morrow morning Falkland's intended bride will be the bride of death.' Then I jumped into a cab, and came here like a brick." xyxy=(326,856,473,931)
paragraph: le chapeau sur les yeux," xyxy=(966,341,1047,350)
paragraph: "Do you want to earn a thousand pounds?" xyxy=(17,1538,156,1547)
paragraph: "Then your father was not a warrior—perhaps a great man among his people—and you were not born in the forest and cradled by a squaw, I suppose?" said Mr. Guffles, his romance fast departing. xyxy=(326,287,473,329)
paragraph: The scheme which was conceived in the delirium of intoxicated frenzy was matured when the morning brought sobriety. And thus the strong will of the man was manifest. Edgar was with him at this time a passion. He suffered the torments of the damned until he had satisfied his intense craving for the fiery draught. But this insatiable revenge was a sweeter, dearer passion; and as he pondered over the situation, and realised the fact that a sacrifice must be made one way or the other, he sprang from his bed, and swore—he, the blasphemous homicide, dared to appeal to his Maker to register his fiendish oath—that, so help his God, no intoxicating drink should pass his lips until the last of the Falklands had become a thing of the past. xyxy=(9,914,157,1064)
poem2-attribution: —Herbert H. Smith. xyxy=(1039,1427,1101,1435)
column-text xyxy=(800,131,947,1374)
paragraph: Luggage was soon brought in, and then Mr. Guffles, beckoning to Tom, said, "You come now, you take you see what you stare at—such funny things." xyxy=(168,1185,315,1218)
paragraph: "Don't be a fool, Guffles," said Falkland, smiling. "Help the young man in with the luggage, and then take this telegram to the clerk. It is to go immediately." xyxy=(168,955,315,988)
paragraph: "Sir Frederick, is it possible you are the nephew of my poor old friend Ralph?" asked the director. "To be sure, of course you are; I recognise the likeness. Here, Thomas, a special train directly, and tell them to send the best and most careful men in the shed with it." xyxy=(326,1591,473,1650)
paragraph: "My Dear Phil,—When I agreed to keep a sort of paternal eye on that reckless young fool of a nephew of yours, I undertook more than I bargained for. I can safely say it was that he is not got as if 'Greeks' or gobbled up by 'ye money-lenders; but when he is continually falls in love with old women, I pass. The most come and look after him yourself. The other night I went to Bate's Church—a most unusual thing for me to do, I must admit—and I stumbled into the same pew as my quite lord your nephew. When we were coming out, I noticed that he turned deadly pale when he caught sight of one of the lady worshippers; and I'll also take the trouble to notice that he followed her at a respectful distance, until she disappeared within the sacred precincts of her own establishment for young ladies. She is a widow. She keeps a ladies' school. She is forty if she is a day—though, I must say, she doesn't look more than twenty; and—well, if you don't want your nephew to marry an old woman and an adventuress, come down and look after him.—Yours disgustedly, xyxy=(642,793,789,1001)
paragraph: "That's done it," thought Tom, with conscious pride at the success of his efforts, as Guffles complied with the request. "I could always talk to the Chinese cooks up the country as well as anyone else; and it's plain all these foreign chaps has the same jabber." xyxy=(168,1126,315,1184)
masthead-rule-top xyxy=(4,121,1110,123)
paragraph: "I was born on the Hawkesbury," said Tom. "As to my father being a great man, and a warrior, as you call it, he stood six foot four in his socks, and could belt any chap on the river. As to cradling, mate, I never took a turn at the diggings. I was brought up on a station." xyxy=(326,329,473,388)
paragraph: "Marie Browning it is! by the Immortal Gods!" xyxy=(800,1357,947,1374)
